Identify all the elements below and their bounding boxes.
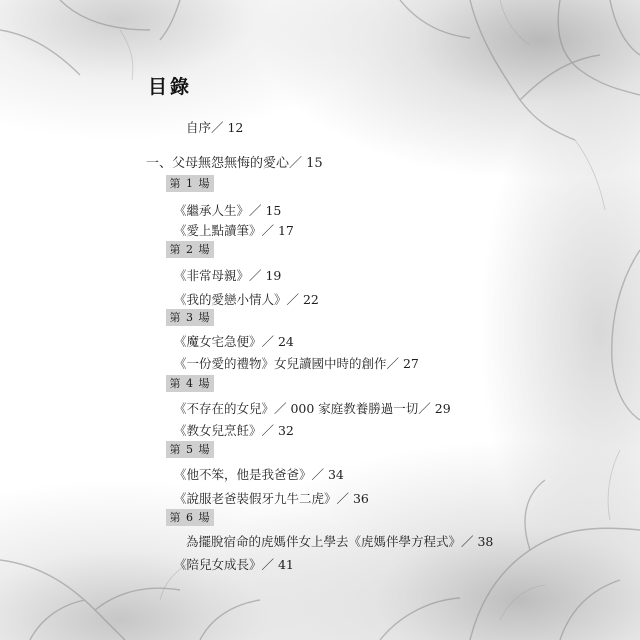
toc-entry-preface: 自序／ 12: [186, 120, 244, 135]
toc-entry: 《不存在的女兒》／ 000 家庭教養勝過一切／ 29: [174, 401, 451, 416]
toc-title: 目錄: [148, 76, 193, 98]
toc-entry: 《說服老爸裝假牙九牛二虎》／ 36: [174, 491, 369, 506]
toc-entry: 《他不笨，他是我爸爸》／ 34: [174, 467, 344, 482]
scene-label-4: 第 4 場: [166, 375, 214, 392]
toc-entry: 《教女兒烹飪》／ 32: [174, 423, 294, 438]
scene-label-3: 第 3 場: [166, 309, 214, 326]
scene-label-6: 第 6 場: [166, 509, 214, 526]
toc-entry: 《一份愛的禮物》女兒讀國中時的創作／ 27: [174, 356, 419, 371]
toc-entry: 《陪兒女成長》／ 41: [174, 557, 294, 572]
toc-entry: 為擺脫宿命的虎媽伴女上學去《虎媽伴學方程式》／ 38: [186, 534, 494, 549]
scene-label-2: 第 2 場: [166, 241, 214, 258]
toc-entry: 《愛上點讀筆》／ 17: [174, 223, 294, 238]
toc-chapter-1: 一、父母無怨無悔的愛心／ 15: [146, 156, 323, 171]
scene-label-1: 第 1 場: [166, 175, 214, 192]
toc-entry: 《魔女宅急便》／ 24: [174, 334, 294, 349]
scene-label-5: 第 5 場: [166, 441, 214, 458]
toc-entry: 《非常母親》／ 19: [174, 268, 282, 283]
toc-entry: 《我的愛戀小情人》／ 22: [174, 292, 319, 307]
toc-entry: 《繼承人生》／ 15: [174, 203, 282, 218]
